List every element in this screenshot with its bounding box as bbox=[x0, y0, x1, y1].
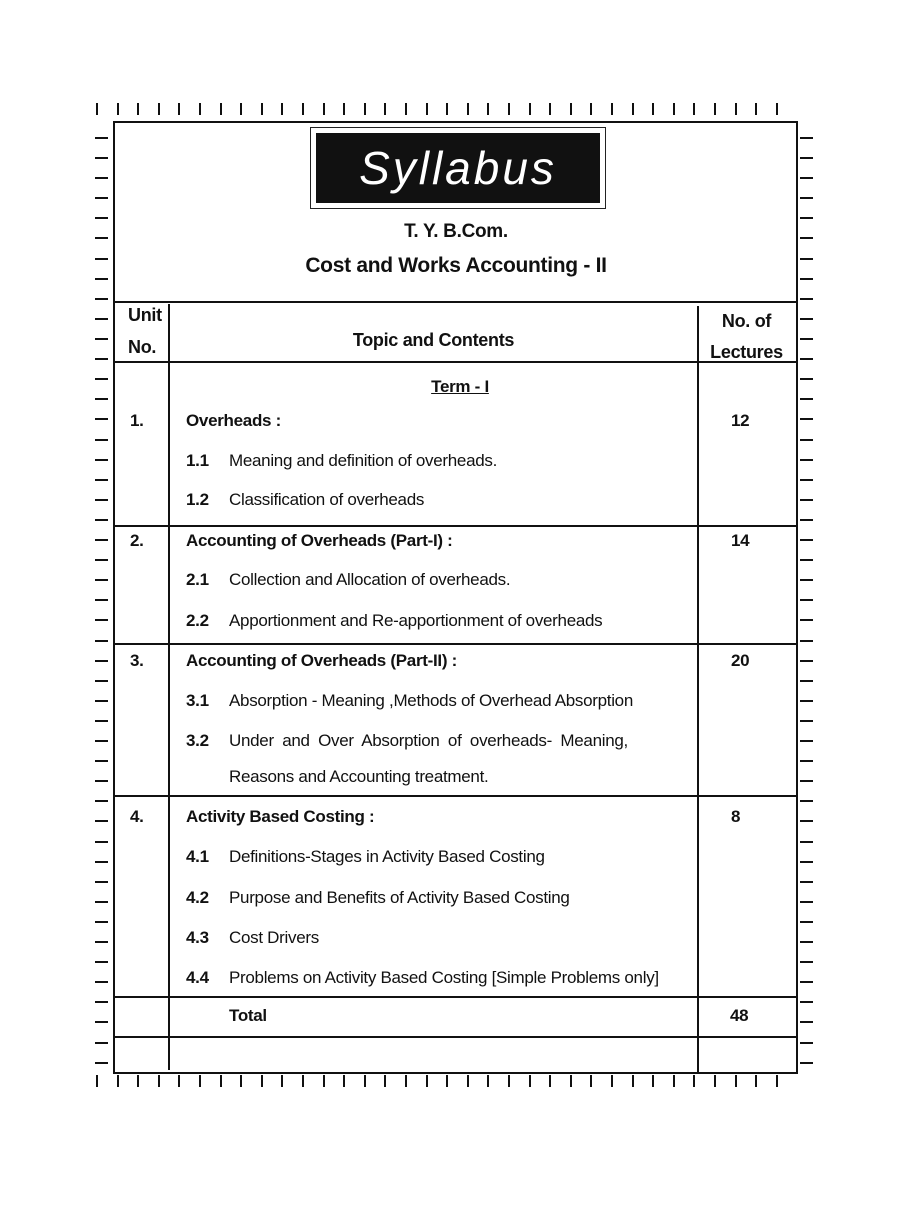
border-tick bbox=[95, 921, 108, 923]
border-tick bbox=[590, 1075, 592, 1087]
border-tick bbox=[632, 103, 634, 115]
subtopic-text: Apportionment and Re-apportionment of overheads bbox=[229, 611, 603, 630]
border-tick bbox=[95, 1042, 108, 1044]
border-tick bbox=[800, 1062, 813, 1064]
border-tick bbox=[800, 519, 813, 521]
border-tick bbox=[281, 1075, 283, 1087]
border-tick bbox=[117, 1075, 119, 1087]
border-tick bbox=[261, 1075, 263, 1087]
border-tick bbox=[95, 157, 108, 159]
class-title: T. Y. B.Com. bbox=[404, 221, 508, 242]
border-tick bbox=[384, 103, 386, 115]
border-tick bbox=[95, 820, 108, 822]
border-tick bbox=[800, 599, 813, 601]
border-tick bbox=[95, 439, 108, 441]
border-tick bbox=[95, 841, 108, 843]
subtopic-number: 2.2 bbox=[186, 611, 209, 630]
border-tick bbox=[95, 740, 108, 742]
total-lectures: 48 bbox=[730, 1006, 749, 1025]
border-tick bbox=[323, 103, 325, 115]
lectures-header: No. of bbox=[721, 311, 772, 331]
border-tick bbox=[800, 1042, 813, 1044]
border-tick bbox=[95, 539, 108, 541]
border-tick bbox=[95, 217, 108, 219]
border-tick bbox=[755, 1075, 757, 1087]
divider bbox=[113, 795, 796, 797]
border-tick bbox=[800, 439, 813, 441]
subtopic-text: Meaning and definition of overheads. bbox=[229, 451, 498, 470]
border-tick bbox=[590, 103, 592, 115]
border-tick bbox=[776, 103, 778, 115]
border-tick bbox=[800, 338, 813, 340]
border-tick bbox=[95, 459, 108, 461]
syllabus-logo bbox=[310, 127, 606, 209]
border-tick bbox=[95, 1001, 108, 1003]
border-tick bbox=[426, 103, 428, 115]
subtopic-text: Definitions-Stages in Activity Based Costing bbox=[229, 847, 545, 866]
border-tick bbox=[800, 660, 813, 662]
border-tick bbox=[261, 103, 263, 115]
border-tick bbox=[611, 103, 613, 115]
border-tick bbox=[95, 881, 108, 883]
border-tick bbox=[673, 1075, 675, 1087]
subtopic-number: 4.3 bbox=[186, 928, 209, 947]
border-tick bbox=[405, 103, 407, 115]
border-tick bbox=[735, 103, 737, 115]
border-tick bbox=[95, 418, 108, 420]
border-tick bbox=[364, 103, 366, 115]
subtopic-number: 1.1 bbox=[186, 451, 209, 470]
border-tick bbox=[95, 398, 108, 400]
border-tick bbox=[95, 599, 108, 601]
border-tick bbox=[95, 519, 108, 521]
border-tick bbox=[800, 197, 813, 199]
subtopic-number: 3.2 bbox=[186, 731, 209, 750]
border-tick bbox=[714, 103, 716, 115]
border-tick bbox=[95, 298, 108, 300]
border-tick bbox=[800, 378, 813, 380]
unit-title: Activity Based Costing : bbox=[186, 807, 375, 826]
border-tick bbox=[570, 103, 572, 115]
border-tick bbox=[693, 1075, 695, 1087]
border-tick bbox=[95, 961, 108, 963]
subtopic-number: 4.2 bbox=[186, 888, 209, 907]
border-tick bbox=[800, 720, 813, 722]
border-tick bbox=[95, 780, 108, 782]
border-tick bbox=[95, 338, 108, 340]
border-tick bbox=[693, 103, 695, 115]
border-tick bbox=[95, 760, 108, 762]
border-tick bbox=[673, 103, 675, 115]
border-tick bbox=[95, 941, 108, 943]
border-tick bbox=[95, 981, 108, 983]
border-tick bbox=[95, 720, 108, 722]
border-tick bbox=[178, 103, 180, 115]
unit-header: No. bbox=[128, 337, 157, 357]
unit-title: Accounting of Overheads (Part-I) : bbox=[186, 531, 453, 550]
border-tick bbox=[800, 881, 813, 883]
border-tick bbox=[800, 740, 813, 742]
syllabus-logo-text: Syllabus bbox=[316, 133, 600, 203]
border-tick bbox=[487, 1075, 489, 1087]
border-tick bbox=[800, 579, 813, 581]
border-tick bbox=[95, 901, 108, 903]
border-tick bbox=[96, 1075, 98, 1087]
border-tick bbox=[95, 800, 108, 802]
border-tick bbox=[735, 1075, 737, 1087]
border-tick bbox=[800, 619, 813, 621]
border-tick bbox=[800, 318, 813, 320]
border-tick bbox=[343, 103, 345, 115]
lectures-header: Lectures bbox=[710, 342, 783, 362]
border-tick bbox=[800, 217, 813, 219]
border-tick bbox=[776, 1075, 778, 1087]
border-tick bbox=[611, 1075, 613, 1087]
border-tick bbox=[800, 700, 813, 702]
column-divider bbox=[168, 304, 170, 1070]
subject-title: Cost and Works Accounting - II bbox=[305, 254, 607, 277]
border-tick bbox=[632, 1075, 634, 1087]
border-tick bbox=[364, 1075, 366, 1087]
border-tick bbox=[800, 459, 813, 461]
divider bbox=[113, 996, 796, 998]
border-tick bbox=[95, 559, 108, 561]
border-tick bbox=[529, 1075, 531, 1087]
border-tick bbox=[652, 103, 654, 115]
border-tick bbox=[384, 1075, 386, 1087]
term-label: Term - I bbox=[431, 377, 489, 396]
border-tick bbox=[199, 1075, 201, 1087]
border-tick bbox=[95, 640, 108, 642]
border-tick bbox=[95, 378, 108, 380]
border-tick bbox=[800, 1021, 813, 1023]
border-tick bbox=[800, 398, 813, 400]
border-tick bbox=[137, 103, 139, 115]
unit-number: 4. bbox=[130, 807, 144, 826]
subtopic-text: Classification of overheads bbox=[229, 490, 425, 509]
subtopic-text: Collection and Allocation of overheads. bbox=[229, 570, 511, 589]
border-tick bbox=[95, 619, 108, 621]
border-tick bbox=[508, 103, 510, 115]
border-tick bbox=[95, 660, 108, 662]
subtopic-text: Purpose and Benefits of Activity Based Costing bbox=[229, 888, 570, 907]
border-tick bbox=[714, 1075, 716, 1087]
subtopic-number: 1.2 bbox=[186, 490, 209, 509]
border-tick bbox=[800, 418, 813, 420]
divider bbox=[113, 1036, 796, 1038]
border-tick bbox=[800, 640, 813, 642]
border-tick bbox=[96, 103, 98, 115]
border-tick bbox=[302, 103, 304, 115]
border-tick bbox=[800, 157, 813, 159]
border-tick bbox=[800, 941, 813, 943]
subtopic-number: 3.1 bbox=[186, 691, 209, 710]
border-tick bbox=[467, 103, 469, 115]
border-tick bbox=[529, 103, 531, 115]
border-tick bbox=[800, 479, 813, 481]
border-tick bbox=[95, 1021, 108, 1023]
border-tick bbox=[800, 981, 813, 983]
subtopic-number: 2.1 bbox=[186, 570, 209, 589]
border-tick bbox=[95, 278, 108, 280]
border-tick bbox=[800, 298, 813, 300]
border-tick bbox=[95, 358, 108, 360]
subtopic-number: 4.4 bbox=[186, 968, 209, 987]
border-tick bbox=[95, 318, 108, 320]
border-tick bbox=[487, 103, 489, 115]
border-tick bbox=[220, 1075, 222, 1087]
subtopic-number: 4.1 bbox=[186, 847, 209, 866]
unit-number: 1. bbox=[130, 411, 144, 430]
border-tick bbox=[800, 760, 813, 762]
border-tick bbox=[405, 1075, 407, 1087]
border-tick bbox=[800, 278, 813, 280]
divider bbox=[113, 643, 796, 645]
unit-lectures: 12 bbox=[731, 411, 750, 430]
border-tick bbox=[95, 137, 108, 139]
unit-lectures: 14 bbox=[731, 531, 750, 550]
border-tick bbox=[220, 103, 222, 115]
border-tick bbox=[800, 921, 813, 923]
border-tick bbox=[95, 177, 108, 179]
border-tick bbox=[95, 861, 108, 863]
border-tick bbox=[800, 137, 813, 139]
unit-title: Overheads : bbox=[186, 411, 281, 430]
border-tick bbox=[281, 103, 283, 115]
border-tick bbox=[800, 1001, 813, 1003]
border-tick bbox=[800, 800, 813, 802]
unit-number: 3. bbox=[130, 651, 144, 670]
divider bbox=[113, 301, 798, 303]
border-tick bbox=[178, 1075, 180, 1087]
unit-header: Unit bbox=[128, 305, 162, 325]
total-label: Total bbox=[229, 1006, 267, 1025]
border-tick bbox=[426, 1075, 428, 1087]
border-tick bbox=[549, 1075, 551, 1087]
divider bbox=[113, 361, 796, 363]
border-tick bbox=[800, 841, 813, 843]
border-tick bbox=[137, 1075, 139, 1087]
border-tick bbox=[800, 680, 813, 682]
border-tick bbox=[95, 1062, 108, 1064]
border-tick bbox=[755, 103, 757, 115]
subtopic-text: Cost Drivers bbox=[229, 928, 319, 947]
border-tick bbox=[549, 103, 551, 115]
border-tick bbox=[446, 1075, 448, 1087]
border-tick bbox=[800, 559, 813, 561]
border-tick bbox=[467, 1075, 469, 1087]
border-tick bbox=[800, 820, 813, 822]
border-tick bbox=[800, 358, 813, 360]
border-tick bbox=[508, 1075, 510, 1087]
border-tick bbox=[95, 499, 108, 501]
unit-lectures: 8 bbox=[731, 807, 741, 826]
border-tick bbox=[800, 539, 813, 541]
border-tick bbox=[800, 861, 813, 863]
border-tick bbox=[199, 103, 201, 115]
border-tick bbox=[117, 103, 119, 115]
border-tick bbox=[95, 479, 108, 481]
border-tick bbox=[240, 1075, 242, 1087]
border-tick bbox=[343, 1075, 345, 1087]
border-tick bbox=[800, 177, 813, 179]
border-tick bbox=[570, 1075, 572, 1087]
border-tick bbox=[158, 1075, 160, 1087]
divider bbox=[113, 525, 796, 527]
border-tick bbox=[800, 780, 813, 782]
border-tick bbox=[446, 103, 448, 115]
subtopic-text: Under and Over Absorption of overheads- Meaning, bbox=[229, 731, 628, 750]
border-tick bbox=[240, 103, 242, 115]
border-tick bbox=[95, 680, 108, 682]
border-tick bbox=[800, 499, 813, 501]
border-tick bbox=[302, 1075, 304, 1087]
border-tick bbox=[800, 901, 813, 903]
border-tick bbox=[95, 700, 108, 702]
topic-header: Topic and Contents bbox=[352, 330, 515, 350]
column-divider bbox=[697, 306, 699, 1072]
unit-lectures: 20 bbox=[731, 651, 750, 670]
border-tick bbox=[323, 1075, 325, 1087]
border-tick bbox=[158, 103, 160, 115]
unit-title: Accounting of Overheads (Part-II) : bbox=[186, 651, 457, 670]
border-tick bbox=[800, 961, 813, 963]
subtopic-text-continued: Reasons and Accounting treatment. bbox=[229, 767, 489, 786]
border-tick bbox=[95, 197, 108, 199]
unit-number: 2. bbox=[130, 531, 144, 550]
subtopic-text: Problems on Activity Based Costing [Simple Problems only] bbox=[229, 968, 659, 987]
border-tick bbox=[652, 1075, 654, 1087]
border-tick bbox=[95, 579, 108, 581]
subtopic-text: Absorption - Meaning ,Methods of Overhead Absorption bbox=[229, 691, 633, 710]
